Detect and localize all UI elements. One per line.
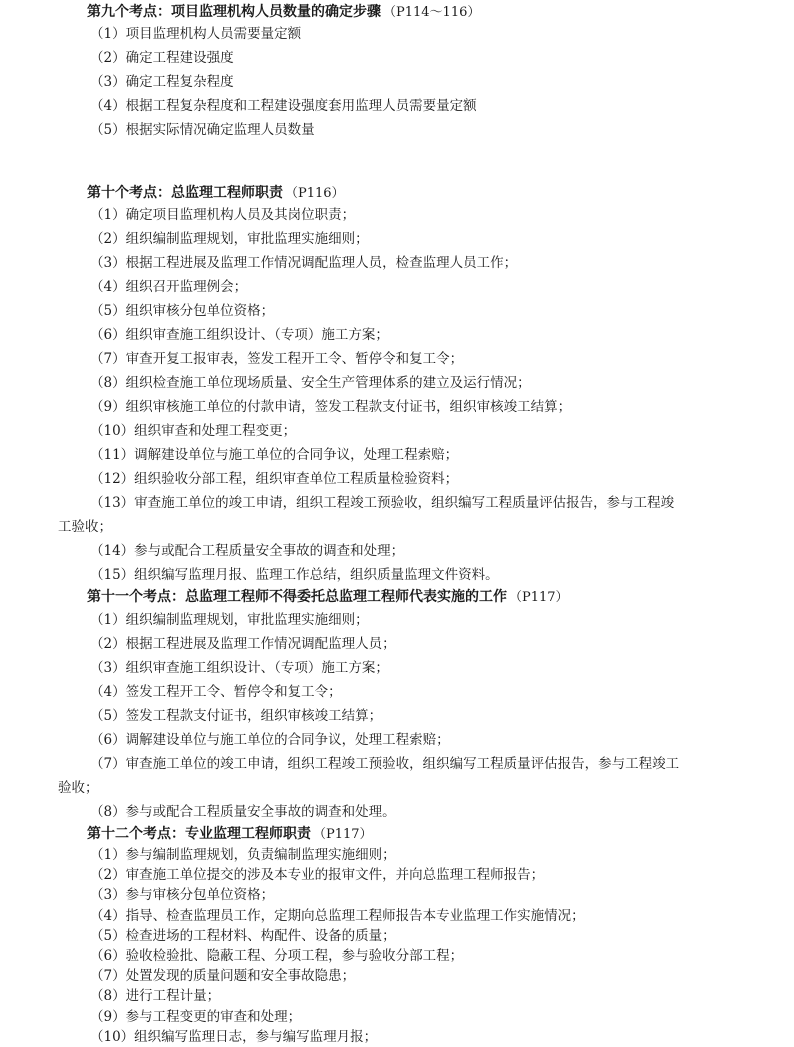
list-item: （7）审查开复工报审表，签发工程开工令、暂停令和复工令； [90, 351, 464, 367]
list-item: （4）组织召开监理例会； [90, 279, 248, 295]
list-item: （2）审查施工单位提交的涉及本专业的报审文件，并向总监理工程师报告； [90, 867, 545, 884]
list-item: （6）组织审查施工组织设计、（专项）施工方案； [90, 327, 389, 343]
list-item: （4）签发工程开工令、暂停令和复工令； [90, 684, 342, 700]
list-item: （4）指导、检查监理员工作，定期向总监理工程师报告本专业监理工作实施情况； [90, 907, 585, 924]
section-title: 第九个考点：项目监理机构人员数量的确定步骤 [87, 4, 381, 20]
list-item: （8）组织检查施工单位现场质量、安全生产管理体系的建立及运行情况； [90, 375, 531, 391]
list-item: （8）参与或配合工程质量安全事故的调查和处理。 [90, 804, 396, 820]
section-title: 第十个考点：总监理工程师职责 [87, 185, 283, 201]
list-item: （9）参与工程变更的审查和处理； [90, 1008, 302, 1025]
list-item: （2）根据工程进展及监理工作情况调配监理人员； [90, 636, 396, 652]
list-item: （7）审查施工单位的竣工申请，组织工程竣工预验收，组织编写工程质量评估报告，参与工程竣工 [90, 756, 680, 772]
list-item: （3）组织审查施工组织设计、（专项）施工方案； [90, 660, 389, 676]
list-item: （10）组织审查和处理工程变更； [90, 423, 297, 439]
list-item: （4）根据工程复杂程度和工程建设强度套用监理人员需要量定额 [90, 98, 477, 114]
list-item-continuation: 工验收； [58, 519, 112, 535]
section-title: 第十一个考点：总监理工程师不得委托总监理工程师代表实施的工作 [87, 589, 507, 605]
page-reference: （P117） [509, 590, 569, 605]
list-item: （3）根据工程进展及监理工作情况调配监理人员，检查监理人员工作； [90, 255, 518, 271]
list-item: （10）组织编写监理日志，参与编写监理月报； [90, 1028, 378, 1045]
list-item: （3）参与审核分包单位资格； [90, 887, 275, 904]
list-item: （5）签发工程款支付证书，组织审核竣工结算； [90, 708, 383, 724]
list-item: （13）审查施工单位的竣工申请，组织工程竣工预验收，组织编写工程质量评估报告，参与工程竣 [90, 495, 675, 511]
list-item: （9）组织审核施工单位的付款申请，签发工程款支付证书，组织审核竣工结算； [90, 399, 572, 415]
list-item: （2）组织编制监理规划，审批监理实施细则； [90, 231, 369, 247]
section-9-heading [87, 0, 480, 24]
list-item: （1）参与编制监理规划，负责编制监理实施细则； [90, 847, 396, 863]
list-item-continuation: 验收； [58, 780, 99, 796]
page-reference: （P114～116） [383, 5, 481, 20]
list-item: （15）组织编写监理月报、监理工作总结，组织质量监理文件资料。 [90, 567, 499, 583]
page-reference: （P117） [313, 827, 373, 842]
list-item: （1）确定项目监理机构人员及其岗位职责； [90, 207, 356, 223]
list-item: （2）确定工程建设强度 [90, 50, 234, 66]
list-item: （12）组织验收分部工程，组织审查单位工程质量检验资料； [90, 471, 459, 487]
section-12-heading [87, 822, 373, 846]
page-reference: （P116） [285, 186, 345, 201]
list-item: （11）调解建设单位与施工单位的合同争议，处理工程索赔； [90, 447, 459, 463]
list-item: （3）确定工程复杂程度 [90, 74, 234, 90]
section-title: 第十二个考点：专业监理工程师职责 [87, 826, 311, 842]
list-item: （8）进行工程计量； [90, 988, 221, 1005]
list-item: （6）验收检验批、隐蔽工程、分项工程，参与验收分部工程； [90, 948, 464, 964]
list-item: （7）处置发现的质量问题和安全事故隐患； [90, 968, 356, 985]
list-item: （5）组织审核分包单位资格； [90, 303, 275, 319]
list-item: （1）组织编制监理规划，审批监理实施细则； [90, 612, 369, 628]
list-item: （14）参与或配合工程质量安全事故的调查和处理； [90, 543, 405, 559]
list-item: （6）调解建设单位与施工单位的合同争议，处理工程索赔； [90, 732, 450, 748]
list-item: （1）项目监理机构人员需要量定额 [90, 26, 302, 42]
section-11-heading [87, 585, 569, 609]
section-10-heading [87, 181, 345, 205]
list-item: （5）检查进场的工程材料、构配件、设备的质量； [90, 927, 396, 944]
list-item: （5）根据实际情况确定监理人员数量 [90, 122, 315, 138]
